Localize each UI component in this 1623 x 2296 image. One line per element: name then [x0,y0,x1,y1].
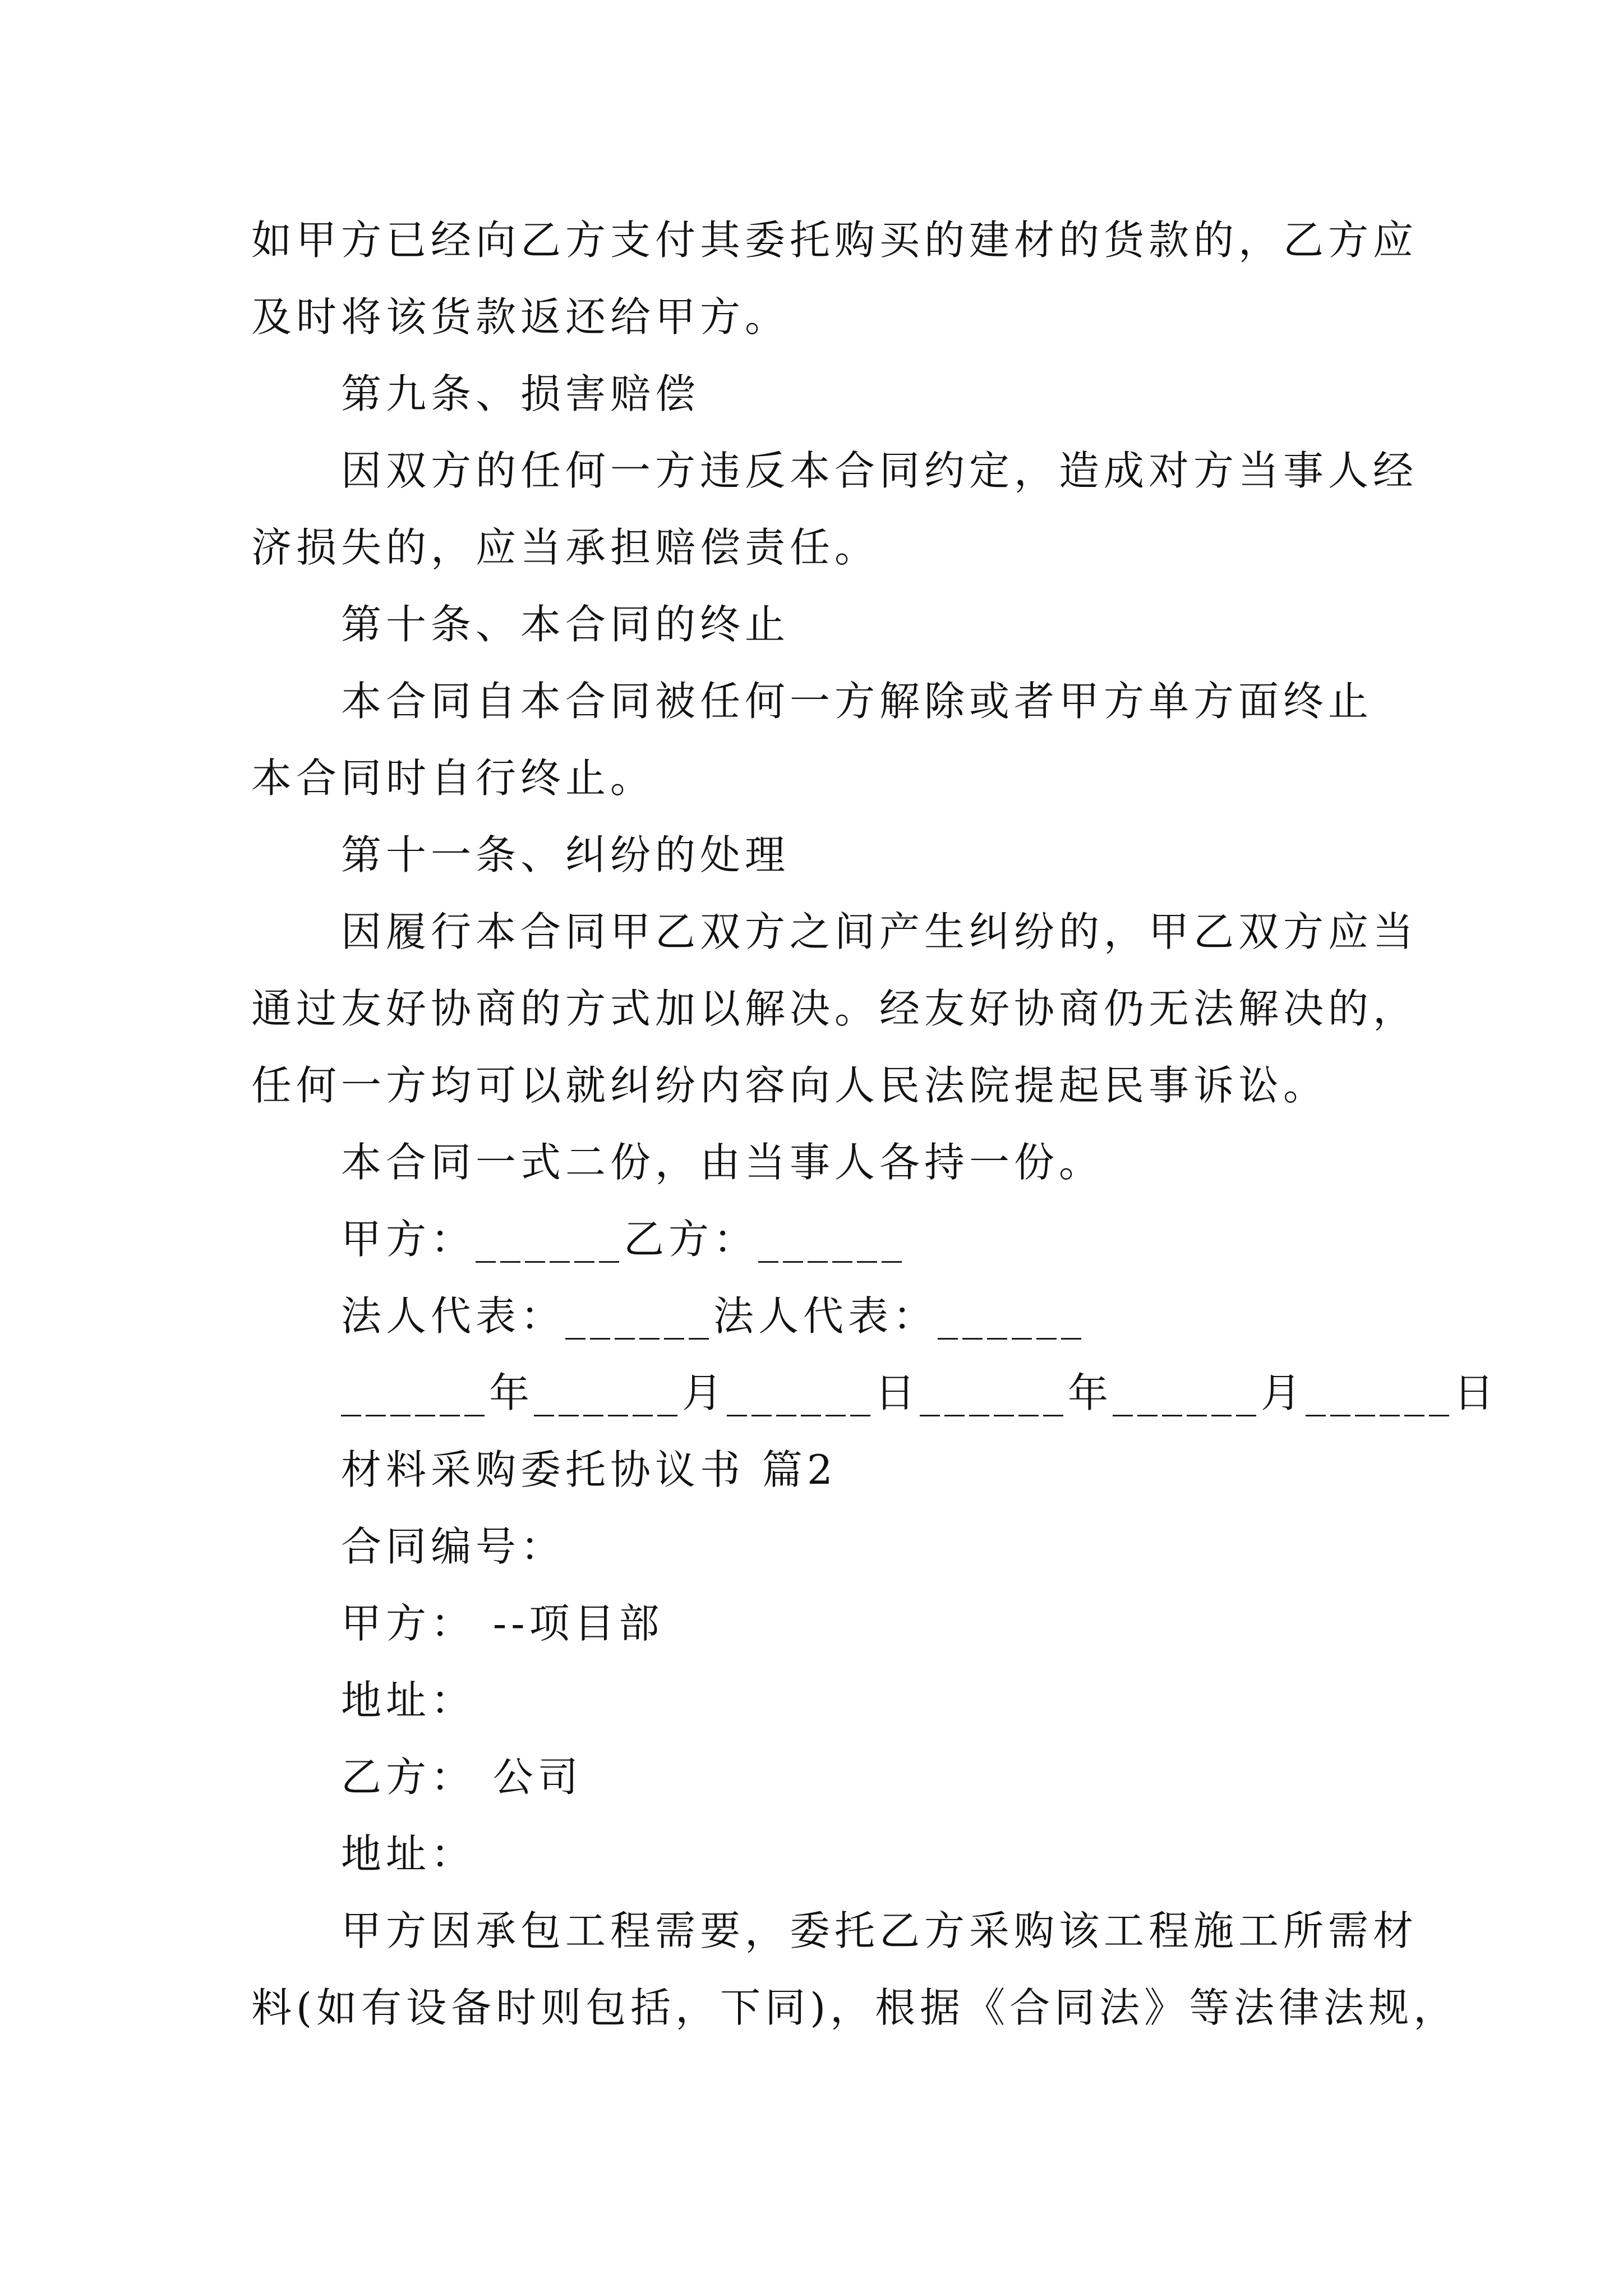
section-heading: 第九条、损害赔偿 [341,370,700,417]
party-a-line: 甲方： --项目部 [341,1600,664,1647]
party-b-line: 乙方： 公司 [341,1754,583,1801]
paragraph-line: 任何一方均可以就纠纷内容向人民法院提起民事诉讼。 [251,1062,1329,1109]
paragraph-line: 如甲方已经向乙方支付其委托购买的建材的货款的，乙方应 [251,217,1418,264]
signature-line: 法人代表：______法人代表：______ [341,1292,1086,1340]
document-title: 材料采购委托协议书 篇2 [341,1446,837,1493]
paragraph-line: 甲方因承包工程需要，委托乙方采购该工程施工所需材 [341,1907,1418,1954]
section-heading: 第十条、本合同的终止 [341,601,790,648]
address-line: 地址： [341,1677,476,1724]
paragraph-line: 本合同一式二份，由当事人各持一份。 [341,1139,1104,1186]
signature-line: 甲方：______乙方：______ [341,1216,907,1263]
paragraph-line: 济损失的，应当承担赔偿责任。 [251,524,880,571]
paragraph-line: 本合同时自行终止。 [251,754,656,802]
date-line: ______年______月______日______年______月______日 [341,1369,1498,1416]
paragraph-line: 因双方的任何一方违反本合同约定，造成对方当事人经 [341,447,1418,494]
paragraph-line: 料(如有设备时则包括，下同)，根据《合同法》等法律法规， [251,1984,1459,2031]
paragraph-line: 通过友好协商的方式加以解决。经友好协商仍无法解决的， [251,985,1418,1032]
paragraph-line: 因履行本合同甲乙双方之间产生纠纷的，甲乙双方应当 [341,908,1418,955]
address-line: 地址： [341,1830,476,1878]
paragraph-line: 及时将该货款返还给甲方。 [251,293,790,341]
paragraph-line: 本合同自本合同被任何一方解除或者甲方单方面终止 [341,678,1373,725]
contract-number-line: 合同编号： [341,1523,566,1570]
section-heading: 第十一条、纠纷的处理 [341,831,790,878]
